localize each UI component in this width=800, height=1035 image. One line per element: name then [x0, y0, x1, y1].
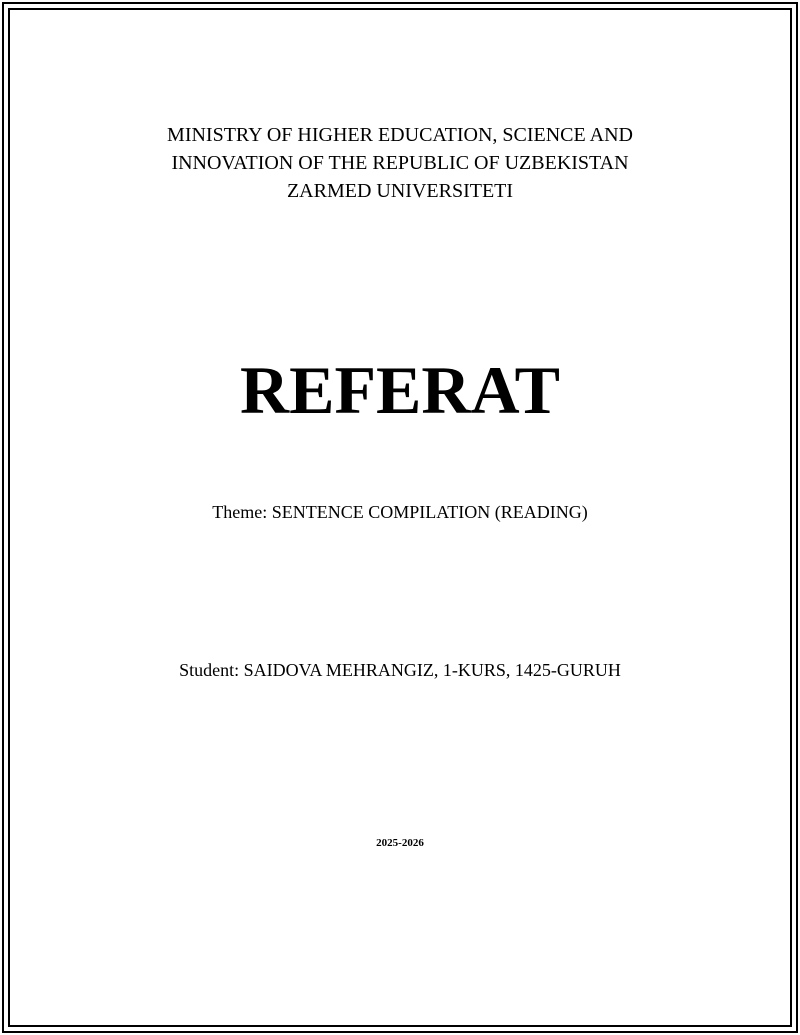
academic-year: 2025-2026 — [376, 837, 424, 849]
theme-line: Theme: SENTENCE COMPILATION (READING) — [212, 502, 588, 522]
header-line-university: ZARMED UNIVERSITETI — [286, 180, 514, 202]
header-line-ministry: MINISTRY OF HIGHER EDUCATION, SCIENCE AND — [167, 124, 633, 146]
student-line: Student: SAIDOVA MEHRANGIZ, 1-KURS, 1425-GURUH — [179, 660, 621, 680]
header-line-republic: INNOVATION OF THE REPUBLIC OF UZBEKISTAN — [171, 152, 629, 174]
document-title: REFERAT — [240, 352, 560, 428]
institution-header — [0, 121, 800, 205]
